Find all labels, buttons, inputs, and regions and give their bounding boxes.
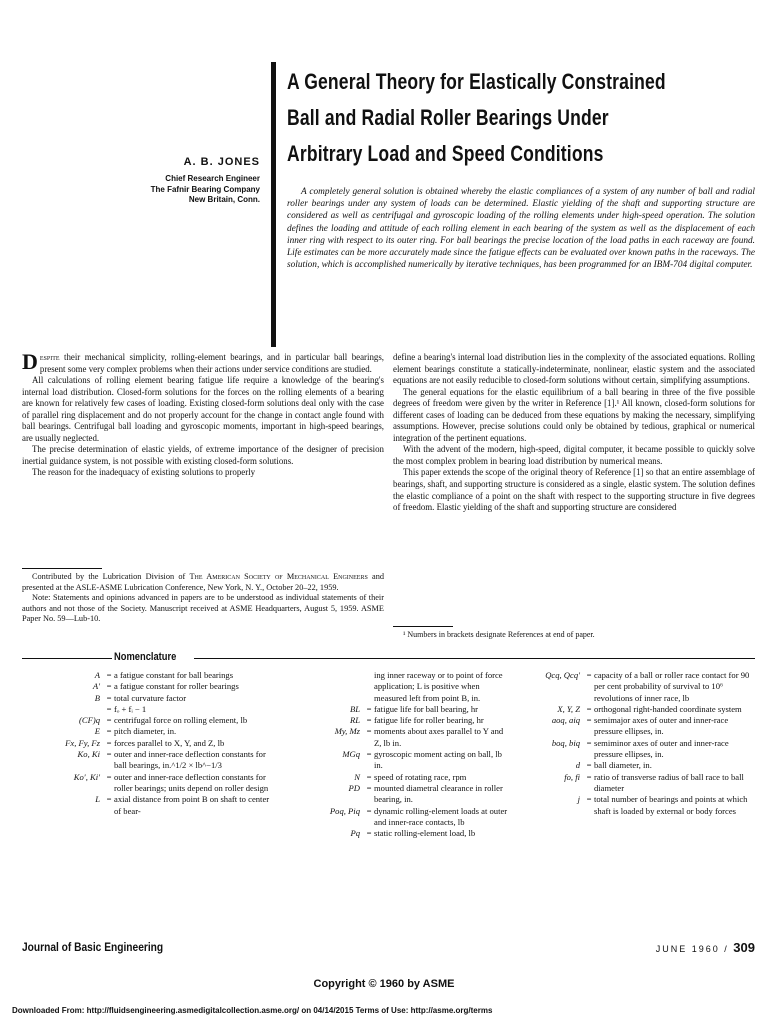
nomenclature-definition: semimajor axes of outer and inner-race pressure ellipses, in. [594,715,729,737]
page-number: 309 [733,940,755,955]
equals-sign: = [586,794,592,805]
equals-sign: = [366,782,372,793]
nomenclature-symbol: Ko′, Ki′ [73,771,100,782]
nomenclature-definition: fatigue life for ball bearing, hr [374,703,479,714]
equals-sign: = [586,760,592,771]
nomenclature-entry [22,738,272,749]
nomenclature-definition: outer and inner-race deflection constants for roller bearings; units depend on roller design [114,771,269,793]
abstract: A completely general solution is obtained whereby the elastic compliances of a system of any number of ball and radial roller bearings under any system of loads can be determined. Elastic yielding of the shaft and supporting structure are considered as well as centrifugal and gyroscopic loading of the rolling elements under high-speed operation. The solution defines the loading and attitude of each rolling element in each bearing of the system as well as the displacement of each inner ring with respect to its outer ring. For ball bearings the precise location of the load paths in each raceway are found. Life estimates can be more accurately made since the fatigue effects can be evaluated over known paths in the raceways. The solution, which is accomplished numerically by iterative techniques, has been programmed for an IBM-704 digital computer. [287,187,755,271]
nomenclature-entry [278,715,508,726]
nomenclature-entry [22,670,272,681]
footnote: ¹ Numbers in brackets designate References at end of paper. [403,630,595,639]
nomenclature-entry [510,715,755,738]
author-affiliation-2: The Fafnir Bearing Company [150,184,260,194]
paragraph: define a bearing's internal load distribution lies in the complexity of the associated equations. Rolling element bearings constitute a statically-indeterminate, nonlinear, elastic system and the associated equations are not easily reducible to closed-form solutions without certain, simplifying assumptions. [393,352,755,386]
nomenclature-definition: gyroscopic moment acting on ball, lb in. [374,749,502,771]
nomenclature-symbol: RL [349,715,360,726]
equals-sign: = [586,670,592,680]
nomenclature-definition: semiminor axes of outer and inner-race pressure ellipses, in. [594,737,729,760]
nomenclature-symbol: d [575,760,580,771]
issue-date: JUNE 1960 / [655,944,729,954]
nomenclature-entry [278,806,508,829]
nomenclature-entry [22,772,272,795]
nomenclature-definition: ball diameter, in. [594,760,652,771]
nomenclature-symbol: (CF)q [78,715,100,726]
equals-sign [364,670,374,704]
nomenclature-definition: mounted diametral clearance in roller bearing, in. [374,782,503,805]
paragraph: The general equations for the elastic equilibrium of a ball bearing in three of the five possible degrees of freedom were given by the writer in Reference [1].¹ All known, closed-form solutions for different cases of loading can be deduced from these equations by making the necessary, simplifying assumptions. However, precise solutions could only be obtained by tedious, graphical or numerical integration of the pertinent equations. [393,386,755,443]
equals-sign: = [366,749,372,760]
nomenclature-entry [22,794,272,817]
nomenclature-symbol [278,670,364,704]
equals-sign: = [106,692,112,703]
nomenclature-definition: fₒ + fᵢ − 1 [114,703,147,714]
nomenclature-symbol: j [577,794,580,805]
nomenclature-column-2 [278,670,508,839]
nomenclature-heading [22,651,755,665]
paragraph: The precise determination of elastic yields, of extreme importance of the designer of precision inertial guidance system, is not possible with existing closed-form solutions. [22,444,384,466]
equals-sign: = [106,726,112,737]
nomenclature-symbol: Poq, Piq [329,805,360,816]
equals-sign: = [106,771,112,782]
nomenclature-definition: speed of rotating race, rpm [374,771,467,782]
title-line-1: A General Theory for Elastically Constrained [287,69,666,94]
nomenclature-symbol: A [94,670,100,680]
equals-sign: = [106,749,112,760]
author-block [140,156,260,206]
nomenclature-symbol: My, Mz [334,726,360,737]
nomenclature-entry [278,749,508,772]
nomenclature-definition: axial distance from point B on shaft to center of bear- [114,794,270,816]
nomenclature-definition: centrifugal force on rolling element, lb [114,715,248,726]
nomenclature-entry [22,726,272,737]
nomenclature-label: Nomenclature [114,651,177,663]
nomenclature-definition: ratio of transverse radius of ball race to ball diameter [594,771,744,793]
title-line-3: Arbitrary Load and Speed Conditions [287,141,604,166]
nomenclature-symbol: PD [348,782,360,793]
nomenclature-entry [278,704,508,715]
equals-sign: = [586,737,592,748]
paragraph: Despite their mechanical simplicity, rolling-element bearings, and in particular ball bearings, present some very complex problems when their actions under service conditions are studied. [22,349,384,374]
equals-sign: = [106,715,112,726]
nomenclature-symbol: A′ [92,681,100,692]
nomenclature-entry [278,828,508,839]
nomenclature-definition: static rolling-element load, lb [374,828,476,839]
nomenclature-symbol: X, Y, Z [557,703,580,714]
nomenclature-entry [510,794,755,817]
nomenclature-symbol: Ko, Ki [77,749,100,760]
equals-sign: = [106,681,112,692]
nomenclature-definition: total curvature factor [114,692,187,703]
author-affiliation-3: New Britain, Conn. [188,195,260,204]
nomenclature-symbol: E [94,726,100,737]
nomenclature-definition: ing inner raceway or to point of force application; L is positive when measured left from point B, in. [374,670,503,703]
nomenclature-definition: dynamic rolling-element loads at outer and inner-race contacts, lb [374,805,508,827]
nomenclature-entry [510,760,755,771]
nomenclature-column-3 [510,670,755,817]
nomenclature-definition: outer and inner-race deflection constants for ball bearings, in.^1/2 × lb^−1/3 [114,749,266,771]
equals-sign: = [586,715,592,726]
nomenclature-entry [22,749,272,772]
page-footer [560,940,755,955]
nomenclature-definition: moments about axes parallel to Y and Z, lb in. [374,726,504,748]
nomenclature-entry [22,681,272,692]
equals-sign: = [106,794,112,805]
nomenclature-entry [510,670,755,704]
nomenclature-symbol [22,704,104,715]
contribution-note: Contributed by the Lubrication Division of The American Society of Mechanical Engineers and presented at the ASLE-ASME Lubrication Conference, New York, N. Y., October 20–22, 1959. Note: Statements and opinions advanced in papers are to be understood as individual statements of their authors and not those of the Society. Manuscript received at ASME Headquarters, August 5, 1959. ASME Paper No. 59—Lub-10. [22,572,384,624]
nomenclature-symbol: BL [349,703,360,714]
footnote-rule [393,626,453,627]
nomenclature-entry [278,726,508,749]
nomenclature-entry [22,715,272,726]
download-notice: Downloaded From: http://fluidsengineering.asmedigitalcollection.asme.org/ on 04/14/2015 Terms of Use: http://asme.org/terms [12,1006,493,1015]
nomenclature-definition: a fatigue constant for roller bearings [114,681,239,692]
nomenclature-definition: forces parallel to X, Y, and Z, lb [114,737,225,748]
nomenclature-symbol: aoq, aiq [551,715,580,726]
nomenclature-entry [510,738,755,761]
equals-sign: = [366,805,372,816]
nomenclature-entry [510,772,755,795]
paragraph: The reason for the inadequacy of existing solutions to properly [32,467,256,478]
equals-sign: = [586,703,592,714]
nomenclature-symbol: L [95,794,100,805]
nomenclature-definition: fatigue life for roller bearing, hr [374,715,484,726]
nomenclature-definition: orthogonal right-handed coordinate system [594,703,742,714]
nomenclature-column-1 [22,670,272,817]
note: Note: Statements and opinions advanced in papers are to be understood as individual statements of their authors and not those of the Society. Manuscript received at ASME Headquarters, August 5, 1959. ASME Paper No. 59—Lub-10. [22,593,384,624]
author-name: A. B. JONES [183,156,260,168]
nomenclature-entry [278,783,508,806]
paragraph: With the advent of the modern, high-speed, digital computer, it became possible to quickly solve the most complex problem in bearing load distribution by numerical means. [393,444,755,466]
paragraph: All calculations of rolling element bearing fatigue life require a knowledge of the bearing's internal load distribution. Closed-form solutions for the forces on the rolling elements of a bearing are known for relatively few cases of loading. Existing closed-form solutions deal only with the case of parallel ring displacement and do not properly account for the change in contact angle found with ball bearings. Centrifugal ball loading and gyroscopic moments, important in high-speed bearings, are usually neglected. [22,375,384,443]
nomenclature-entry [22,704,272,715]
equals-sign: = [366,703,372,714]
nomenclature-symbol: Pq [350,828,360,839]
equals-sign: = [366,828,372,839]
heading-rule-left [22,658,112,659]
paragraph: This paper extends the scope of the original theory of Reference [1] so that an entire assemblage of bearings, shaft, and supporting structure is considered as a single, elastic system. The solution defines the elastic compliance of a point on the shaft with respect to the supporting structure in five degrees of freedom. Elastic yielding of the shaft and supporting structure are considered [393,467,755,513]
title-rule [271,62,276,347]
nomenclature-entry [510,704,755,715]
equals-sign: = [586,771,592,782]
nomenclature-symbol: boq, biq [551,737,580,748]
nomenclature-definition: total number of bearings and points at which shaft is loaded by external or body forces [594,794,748,816]
equals-sign: = [106,670,112,680]
body-column-2 [393,352,755,514]
nomenclature-definition: pitch diameter, in. [114,726,177,737]
paper-title [287,64,755,172]
nomenclature-entry [278,772,508,783]
nomenclature-definition: a fatigue constant for ball bearings [114,670,234,680]
nomenclature-symbol: Qcq, Qcq′ [545,670,580,680]
nomenclature-entry [278,670,508,704]
nomenclature-symbol: N [354,771,360,782]
nomenclature-definition: capacity of a ball or roller race contact for 90 per cent probability of survival to 10⁶ revolutions of inner race, lb [594,670,750,703]
journal-name: Journal of Basic Engineering [22,940,164,954]
contrib-rule [22,568,102,569]
equals-sign: = [366,726,372,737]
copyright: Copyright © 1960 by ASME [313,978,455,990]
nomenclature-entry [22,693,272,704]
author-affiliation-1: Chief Research Engineer [165,174,260,183]
nomenclature-symbol: B [94,692,100,703]
title-line-2: Ball and Radial Roller Bearings Under [287,105,609,130]
heading-rule-right [194,658,755,659]
equals-sign: = [106,737,112,748]
nomenclature-symbol: fo, fi [564,771,580,782]
nomenclature-symbol: MGq [342,749,360,760]
body-column-1 [22,349,384,479]
drop-cap: D [22,349,38,374]
equals-sign: = [366,715,372,726]
nomenclature-symbol: Fx, Fy, Fz [65,737,100,748]
equals-sign: = [366,771,372,782]
equals-sign: = [106,703,112,714]
